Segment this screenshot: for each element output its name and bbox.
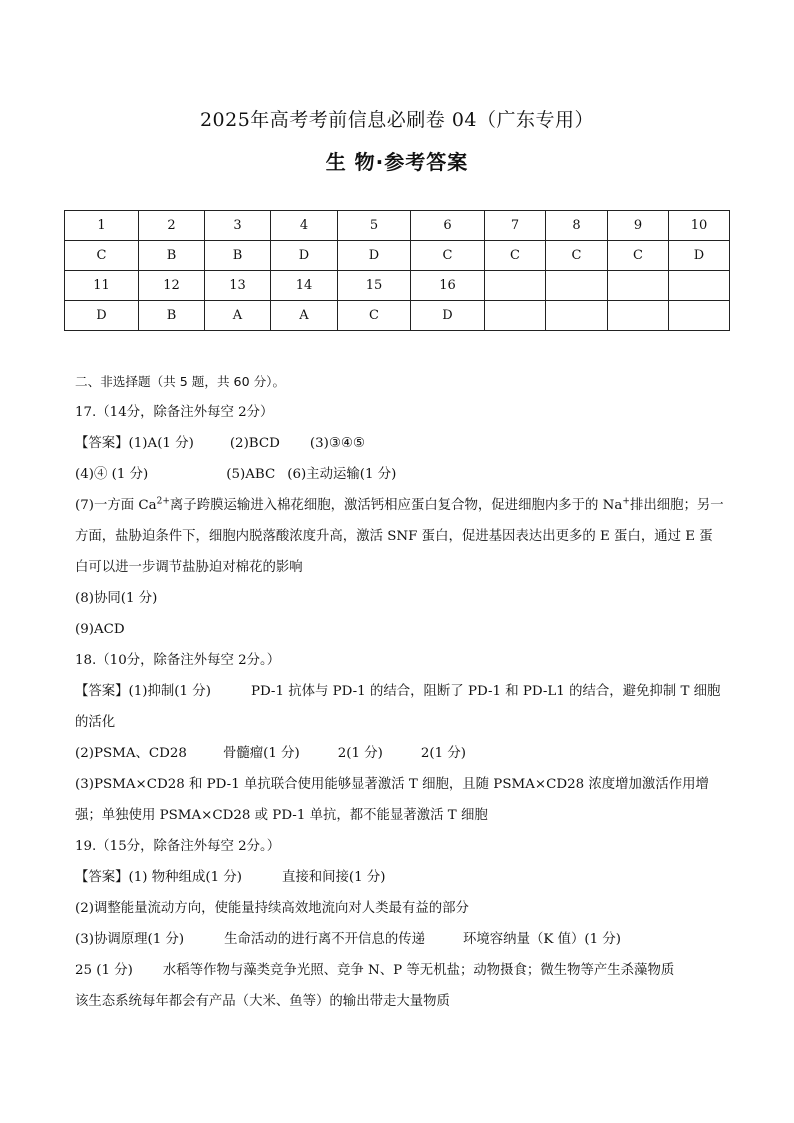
answer-table-cell: 13 bbox=[205, 271, 271, 301]
q17-answer-2: (2)BCD bbox=[229, 436, 280, 451]
q18-answer-2c: 2(1 分) bbox=[337, 746, 383, 761]
q18-heading: 18.（10分，除备注外每空 2分。） bbox=[75, 653, 281, 668]
q18-answer-3: (3)PSMA×CD28 和 PD-1 单抗联合使用能够显著激活 T 细胞，且随 PSMA×CD28 浓度增加激活作用增强；单独使用 PSMA×CD28 或 PD-1 单抗，都不能显著激活 T 细胞 bbox=[75, 777, 709, 823]
answer-table-cell: B bbox=[139, 241, 205, 271]
q19-answer-5: 该生态系统每年都会有产品（大米、鱼等）的输出带走大量物质 bbox=[75, 994, 450, 1009]
q17-answer-7-part-2: 离子跨膜运输进入棉花细胞，激活钙相应蛋白复合物，促进细胞内多于的 Na bbox=[169, 498, 623, 513]
answer-table-cell: D bbox=[338, 241, 411, 271]
q19-heading: 19.（15分，除备注外每空 2分。） bbox=[75, 839, 281, 854]
q19-answer-2: (2)调整能量流动方向，使能量持续高效地流向对人类最有益的部分 bbox=[75, 901, 469, 916]
section-nonchoice bbox=[75, 366, 725, 1017]
answer-table-cell: D bbox=[669, 241, 730, 271]
q17-answer-1: 【答案】(1)A(1 分) bbox=[75, 436, 194, 451]
q19-answer-line-3 bbox=[75, 924, 725, 955]
q18-answer-2a: (2)PSMA、CD28 bbox=[75, 746, 187, 761]
ca-charge-superscript: 2+ bbox=[156, 496, 170, 507]
answer-table-cell: 6 bbox=[411, 211, 485, 241]
answer-table-cell: C bbox=[65, 241, 139, 271]
q18-answer-1b: PD-1 抗体与 PD-1 的结合，阻断了 PD-1 和 PD-L1 的结合，避免抑制 T 细胞的活化 bbox=[75, 684, 721, 730]
page-title: 2025年高考考前信息必刷卷 04（广东专用） bbox=[199, 109, 595, 131]
answer-table-cell: A bbox=[205, 301, 271, 331]
section-heading: 二、非选择题（共 5 题，共 60 分）。 bbox=[75, 374, 286, 389]
answer-table-cell: C bbox=[608, 241, 669, 271]
q17-answer-line-2 bbox=[75, 459, 725, 490]
q17-answer-7 bbox=[75, 490, 725, 583]
answer-table-cell: 4 bbox=[271, 211, 338, 241]
answer-table-cell bbox=[608, 271, 669, 301]
q19-answer-4a: 25 (1 分) bbox=[75, 963, 133, 978]
answer-table-cell: D bbox=[411, 301, 485, 331]
q18-answer-2b: 骨髓瘤(1 分) bbox=[222, 746, 300, 761]
q17-answer-9: (9)ACD bbox=[75, 622, 125, 637]
answer-table-cell: 1 bbox=[65, 211, 139, 241]
q17-answer-4: (4)④ (1 分) bbox=[75, 467, 149, 482]
answer-table-cell: C bbox=[338, 301, 411, 331]
answer-table-cell: 3 bbox=[205, 211, 271, 241]
q18-answer-2d: 2(1 分) bbox=[420, 746, 467, 761]
answer-table-cell: A bbox=[271, 301, 338, 331]
answer-table-cell: 7 bbox=[485, 211, 546, 241]
q19-answer-3b: 生命活动的进行离不开信息的传递 bbox=[224, 932, 426, 947]
q18-answer-line-2 bbox=[75, 738, 725, 769]
answer-table-cell: 9 bbox=[608, 211, 669, 241]
answer-table-cell bbox=[608, 301, 669, 331]
answer-table-cell bbox=[485, 301, 546, 331]
answer-table-cell: 14 bbox=[271, 271, 338, 301]
q18-answer-1a: 【答案】(1)抑制(1 分) bbox=[75, 684, 211, 699]
q17-answer-6: (6)主动运输(1 分) bbox=[287, 467, 397, 482]
answer-table-row bbox=[65, 241, 730, 271]
answer-table-cell: C bbox=[485, 241, 546, 271]
q17-answer-line-1 bbox=[75, 428, 725, 459]
answer-table-cell: C bbox=[546, 241, 608, 271]
answer-table-cell: 2 bbox=[139, 211, 205, 241]
answer-table-cell bbox=[485, 271, 546, 301]
answer-table-cell: 12 bbox=[139, 271, 205, 301]
answer-table-cell: B bbox=[139, 301, 205, 331]
q19-answer-line-1 bbox=[75, 862, 725, 893]
answer-table-cell bbox=[669, 301, 730, 331]
q18-answer-line-1 bbox=[75, 676, 725, 738]
answer-table-cell: B bbox=[205, 241, 271, 271]
answer-table-row bbox=[65, 271, 730, 301]
q17-answer-5: (5)ABC bbox=[226, 467, 276, 482]
answer-table-cell: 16 bbox=[411, 271, 485, 301]
q19-answer-1a: 【答案】(1) 物种组成(1 分) bbox=[75, 870, 242, 885]
q19-answer-1b: 直接和间接(1 分) bbox=[281, 870, 386, 885]
q19-answer-line-4 bbox=[75, 955, 725, 986]
q17-heading: 17.（14分，除备注外每空 2分） bbox=[75, 405, 274, 420]
answer-table-cell: 10 bbox=[669, 211, 730, 241]
answer-table-cell: D bbox=[271, 241, 338, 271]
answer-table-cell: 11 bbox=[65, 271, 139, 301]
answer-table-row bbox=[65, 301, 730, 331]
answer-table-cell bbox=[669, 271, 730, 301]
q17-answer-7-part-1: (7)一方面 Ca bbox=[75, 498, 157, 513]
answer-table-cell: 5 bbox=[338, 211, 411, 241]
na-charge-superscript: + bbox=[622, 496, 630, 507]
q17-answer-7-part-3: 排出细胞；另一方面，盐胁迫条件下，细胞内脱落酸浓度升高，激活 SNF 蛋白，促进基因表达出更多的 E 蛋白，通过 E 蛋白可以进一步调节盐胁迫对棉花的影响 bbox=[75, 498, 724, 575]
q19-answer-3c: 环境容纳量（K 值）(1 分) bbox=[463, 932, 622, 947]
answer-table-cell bbox=[546, 301, 608, 331]
answer-table-row bbox=[65, 211, 730, 241]
answer-table-cell bbox=[546, 271, 608, 301]
q19-answer-3a: (3)协调原理(1 分) bbox=[75, 932, 185, 947]
answer-table-cell: 8 bbox=[546, 211, 608, 241]
answer-table-cell: C bbox=[411, 241, 485, 271]
q19-answer-4b: 水稻等作物与藻类竞争光照、竞争 N、P 等无机盐；动物摄食；微生物等产生杀藻物质 bbox=[162, 963, 675, 978]
answer-table-cell: 15 bbox=[338, 271, 411, 301]
q17-answer-3: (3)③④⑤ bbox=[309, 436, 365, 451]
answer-table bbox=[64, 210, 730, 331]
answer-table-cell: D bbox=[65, 301, 139, 331]
page-subtitle: 生 物·参考答案 bbox=[325, 150, 469, 174]
q17-answer-8: (8)协同(1 分) bbox=[75, 591, 158, 606]
